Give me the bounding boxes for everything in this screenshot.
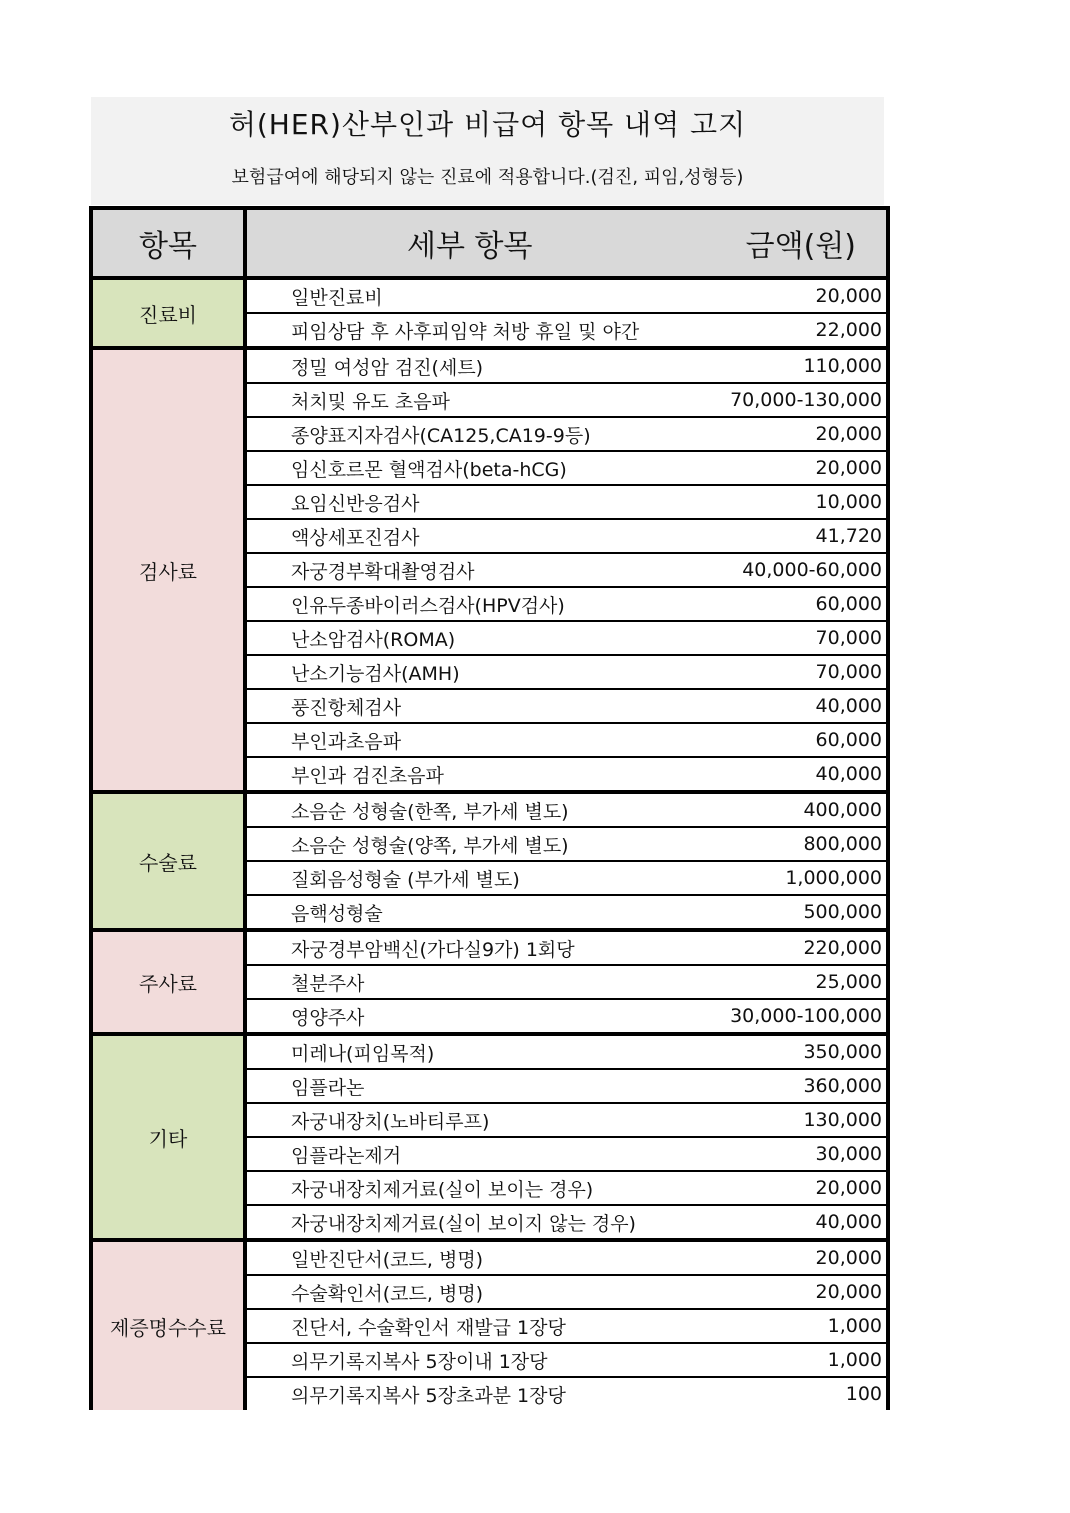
item-amount: 20,000 bbox=[715, 278, 888, 313]
item-amount: 220,000 bbox=[715, 930, 888, 965]
category-cell: 수술료 bbox=[91, 792, 245, 930]
item-amount: 60,000 bbox=[715, 723, 888, 757]
category-cell: 진료비 bbox=[91, 278, 245, 348]
item-amount: 1,000 bbox=[715, 1343, 888, 1377]
item-name: 임플라논제거 bbox=[245, 1137, 715, 1171]
item-name: 종양표지자검사(CA125,CA19-9등) bbox=[245, 417, 715, 451]
item-name: 철분주사 bbox=[245, 965, 715, 999]
item-name: 의무기록지복사 5장초과분 1장당 bbox=[245, 1377, 715, 1410]
category-cell: 제증명수수료 bbox=[91, 1240, 245, 1410]
table-row bbox=[91, 348, 888, 383]
item-name: 자궁경부암백신(가다실9가) 1회당 bbox=[245, 930, 715, 965]
column-header-category: 항목 bbox=[91, 208, 245, 278]
item-name: 영양주사 bbox=[245, 999, 715, 1034]
item-amount: 25,000 bbox=[715, 965, 888, 999]
item-name: 부인과초음파 bbox=[245, 723, 715, 757]
fee-table-body bbox=[91, 278, 888, 1410]
item-amount: 20,000 bbox=[715, 1171, 888, 1205]
table-row bbox=[91, 792, 888, 827]
item-amount: 30,000 bbox=[715, 1137, 888, 1171]
item-name: 진단서, 수술확인서 재발급 1장당 bbox=[245, 1309, 715, 1343]
item-name: 정밀 여성암 검진(세트) bbox=[245, 348, 715, 383]
item-amount: 1,000,000 bbox=[715, 861, 888, 895]
item-amount: 41,720 bbox=[715, 519, 888, 553]
item-name: 질회음성형술 (부가세 별도) bbox=[245, 861, 715, 895]
item-name: 난소기능검사(AMH) bbox=[245, 655, 715, 689]
item-amount: 20,000 bbox=[715, 417, 888, 451]
item-name: 임신호르몬 혈액검사(beta-hCG) bbox=[245, 451, 715, 485]
item-name: 액상세포진검사 bbox=[245, 519, 715, 553]
item-amount: 70,000 bbox=[715, 655, 888, 689]
item-amount: 800,000 bbox=[715, 827, 888, 861]
item-name: 피임상담 후 사후피임약 처방 휴일 및 야간 bbox=[245, 313, 715, 348]
item-amount: 1,000 bbox=[715, 1309, 888, 1343]
item-name: 요임신반응검사 bbox=[245, 485, 715, 519]
item-name: 처치및 유도 초음파 bbox=[245, 383, 715, 417]
item-amount: 40,000 bbox=[715, 1205, 888, 1240]
item-amount: 360,000 bbox=[715, 1069, 888, 1103]
table-row bbox=[91, 1240, 888, 1275]
item-name: 의무기록지복사 5장이내 1장당 bbox=[245, 1343, 715, 1377]
item-amount: 130,000 bbox=[715, 1103, 888, 1137]
item-name: 소음순 성형술(한쪽, 부가세 별도) bbox=[245, 792, 715, 827]
table-row bbox=[91, 1034, 888, 1069]
item-amount: 500,000 bbox=[715, 895, 888, 930]
fee-table bbox=[89, 206, 890, 1410]
item-amount: 60,000 bbox=[715, 587, 888, 621]
item-name: 자궁경부확대촬영검사 bbox=[245, 553, 715, 587]
item-amount: 70,000 bbox=[715, 621, 888, 655]
item-amount: 20,000 bbox=[715, 1275, 888, 1309]
column-header-amount: 금액(원) bbox=[745, 229, 857, 264]
table-header-row bbox=[91, 208, 888, 278]
item-name: 음핵성형술 bbox=[245, 895, 715, 930]
item-amount: 350,000 bbox=[715, 1034, 888, 1069]
item-amount: 40,000-60,000 bbox=[715, 553, 888, 587]
item-amount: 100 bbox=[715, 1377, 888, 1410]
item-amount: 20,000 bbox=[715, 1240, 888, 1275]
item-amount: 110,000 bbox=[715, 348, 888, 383]
item-name: 풍진항체검사 bbox=[245, 689, 715, 723]
item-amount: 70,000-130,000 bbox=[715, 383, 888, 417]
item-amount: 400,000 bbox=[715, 792, 888, 827]
column-header-detail-amount bbox=[245, 208, 888, 278]
item-amount: 22,000 bbox=[715, 313, 888, 348]
category-cell: 검사료 bbox=[91, 348, 245, 792]
item-amount: 20,000 bbox=[715, 451, 888, 485]
item-name: 일반진료비 bbox=[245, 278, 715, 313]
category-cell: 주사료 bbox=[91, 930, 245, 1034]
item-name: 수술확인서(코드, 병명) bbox=[245, 1275, 715, 1309]
item-name: 인유두종바이러스검사(HPV검사) bbox=[245, 587, 715, 621]
header-box bbox=[91, 97, 884, 205]
table-row bbox=[91, 278, 888, 313]
item-amount: 40,000 bbox=[715, 757, 888, 792]
table-row bbox=[91, 930, 888, 965]
item-amount: 10,000 bbox=[715, 485, 888, 519]
item-name: 부인과 검진초음파 bbox=[245, 757, 715, 792]
item-name: 자궁내장치제거료(실이 보이지 않는 경우) bbox=[245, 1205, 715, 1240]
item-name: 자궁내장치제거료(실이 보이는 경우) bbox=[245, 1171, 715, 1205]
column-header-detail: 세부 항목 bbox=[407, 229, 533, 264]
item-name: 미레나(피임목적) bbox=[245, 1034, 715, 1069]
item-amount: 40,000 bbox=[715, 689, 888, 723]
category-cell: 기타 bbox=[91, 1034, 245, 1240]
item-name: 일반진단서(코드, 병명) bbox=[245, 1240, 715, 1275]
document-subtitle: 보험급여에 해당되지 않는 진료에 적용합니다.(검진, 피임,성형등) bbox=[231, 167, 744, 188]
item-amount: 30,000-100,000 bbox=[715, 999, 888, 1034]
item-name: 임플라논 bbox=[245, 1069, 715, 1103]
item-name: 자궁내장치(노바티루프) bbox=[245, 1103, 715, 1137]
item-name: 소음순 성형술(양쪽, 부가세 별도) bbox=[245, 827, 715, 861]
item-name: 난소암검사(ROMA) bbox=[245, 621, 715, 655]
document-title: 허(HER)산부인과 비급여 항목 내역 고지 bbox=[228, 108, 747, 141]
